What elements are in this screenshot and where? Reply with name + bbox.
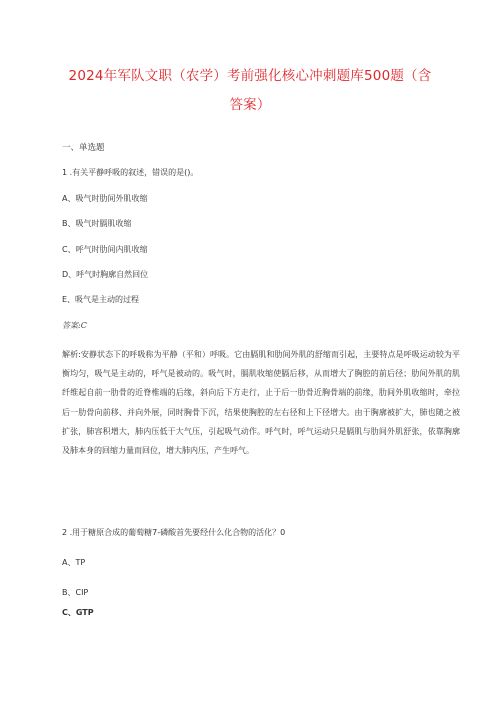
question-1-option-e: E、吸气是主动的过程 (62, 295, 140, 304)
question-1-option-b: B、吸气时膈肌收缩 (62, 219, 132, 228)
question-1-option-d: D、呼气时胸廓自然回位 (62, 270, 149, 279)
question-2-option-a: A、TP (62, 558, 86, 567)
question-2-option-b: B、CIP (62, 588, 89, 597)
question-1-answer: 答案:C (62, 321, 87, 330)
section-heading: 一、单选题 (62, 143, 105, 153)
question-2-stem: 2 .用于糖原合成的葡萄糖7-磷酸首先要经什么化合物的活化？0 (62, 528, 286, 537)
question-2-option-c: C、GTP (62, 608, 94, 617)
document-title-line1: 2024年军队文职（农学）考前强化核心冲刺题库500题（含 (68, 68, 432, 84)
question-1-explanation: 解析:安静状态下的呼吸称为平静（平和）呼吸。它由膈肌和肋间外肌的舒缩而引起，主要特点是呼吸运动较为平衡均匀，吸气是主动的，呼气是被动的。吸气时，膈肌收缩使膈后移，从而增大了胸腔的前后径；肋间外肌的肌纤维起自前一肋骨的近脊椎端的后缘，斜向后下方走行，止于后一肋骨近胸骨端的前缘，肋间外肌收缩时，牵拉后一肋骨向前移、并向外展，同时胸骨下沉，结果使胸腔的左右径和上下径增大。由于胸廓被扩大，肺也随之被扩张，肺容积增大，肺内压低于大气压，引起吸气动作。呼气时，呼气运动只是膈肌与肋间外肌舒张，依靠胸廓及肺本身的回缩力量而回位，增大肺内压，产生呼气。 (62, 350, 460, 456)
document-title-line2: 答案） (229, 97, 271, 113)
question-1-option-a: A、吸气时肋间外肌收缩 (62, 194, 148, 203)
question-1-stem: 1 .有关平静呼吸的叙述，错误的是()。 (62, 168, 199, 177)
question-1-option-c: C、呼气时肋间内肌收缩 (62, 245, 148, 254)
